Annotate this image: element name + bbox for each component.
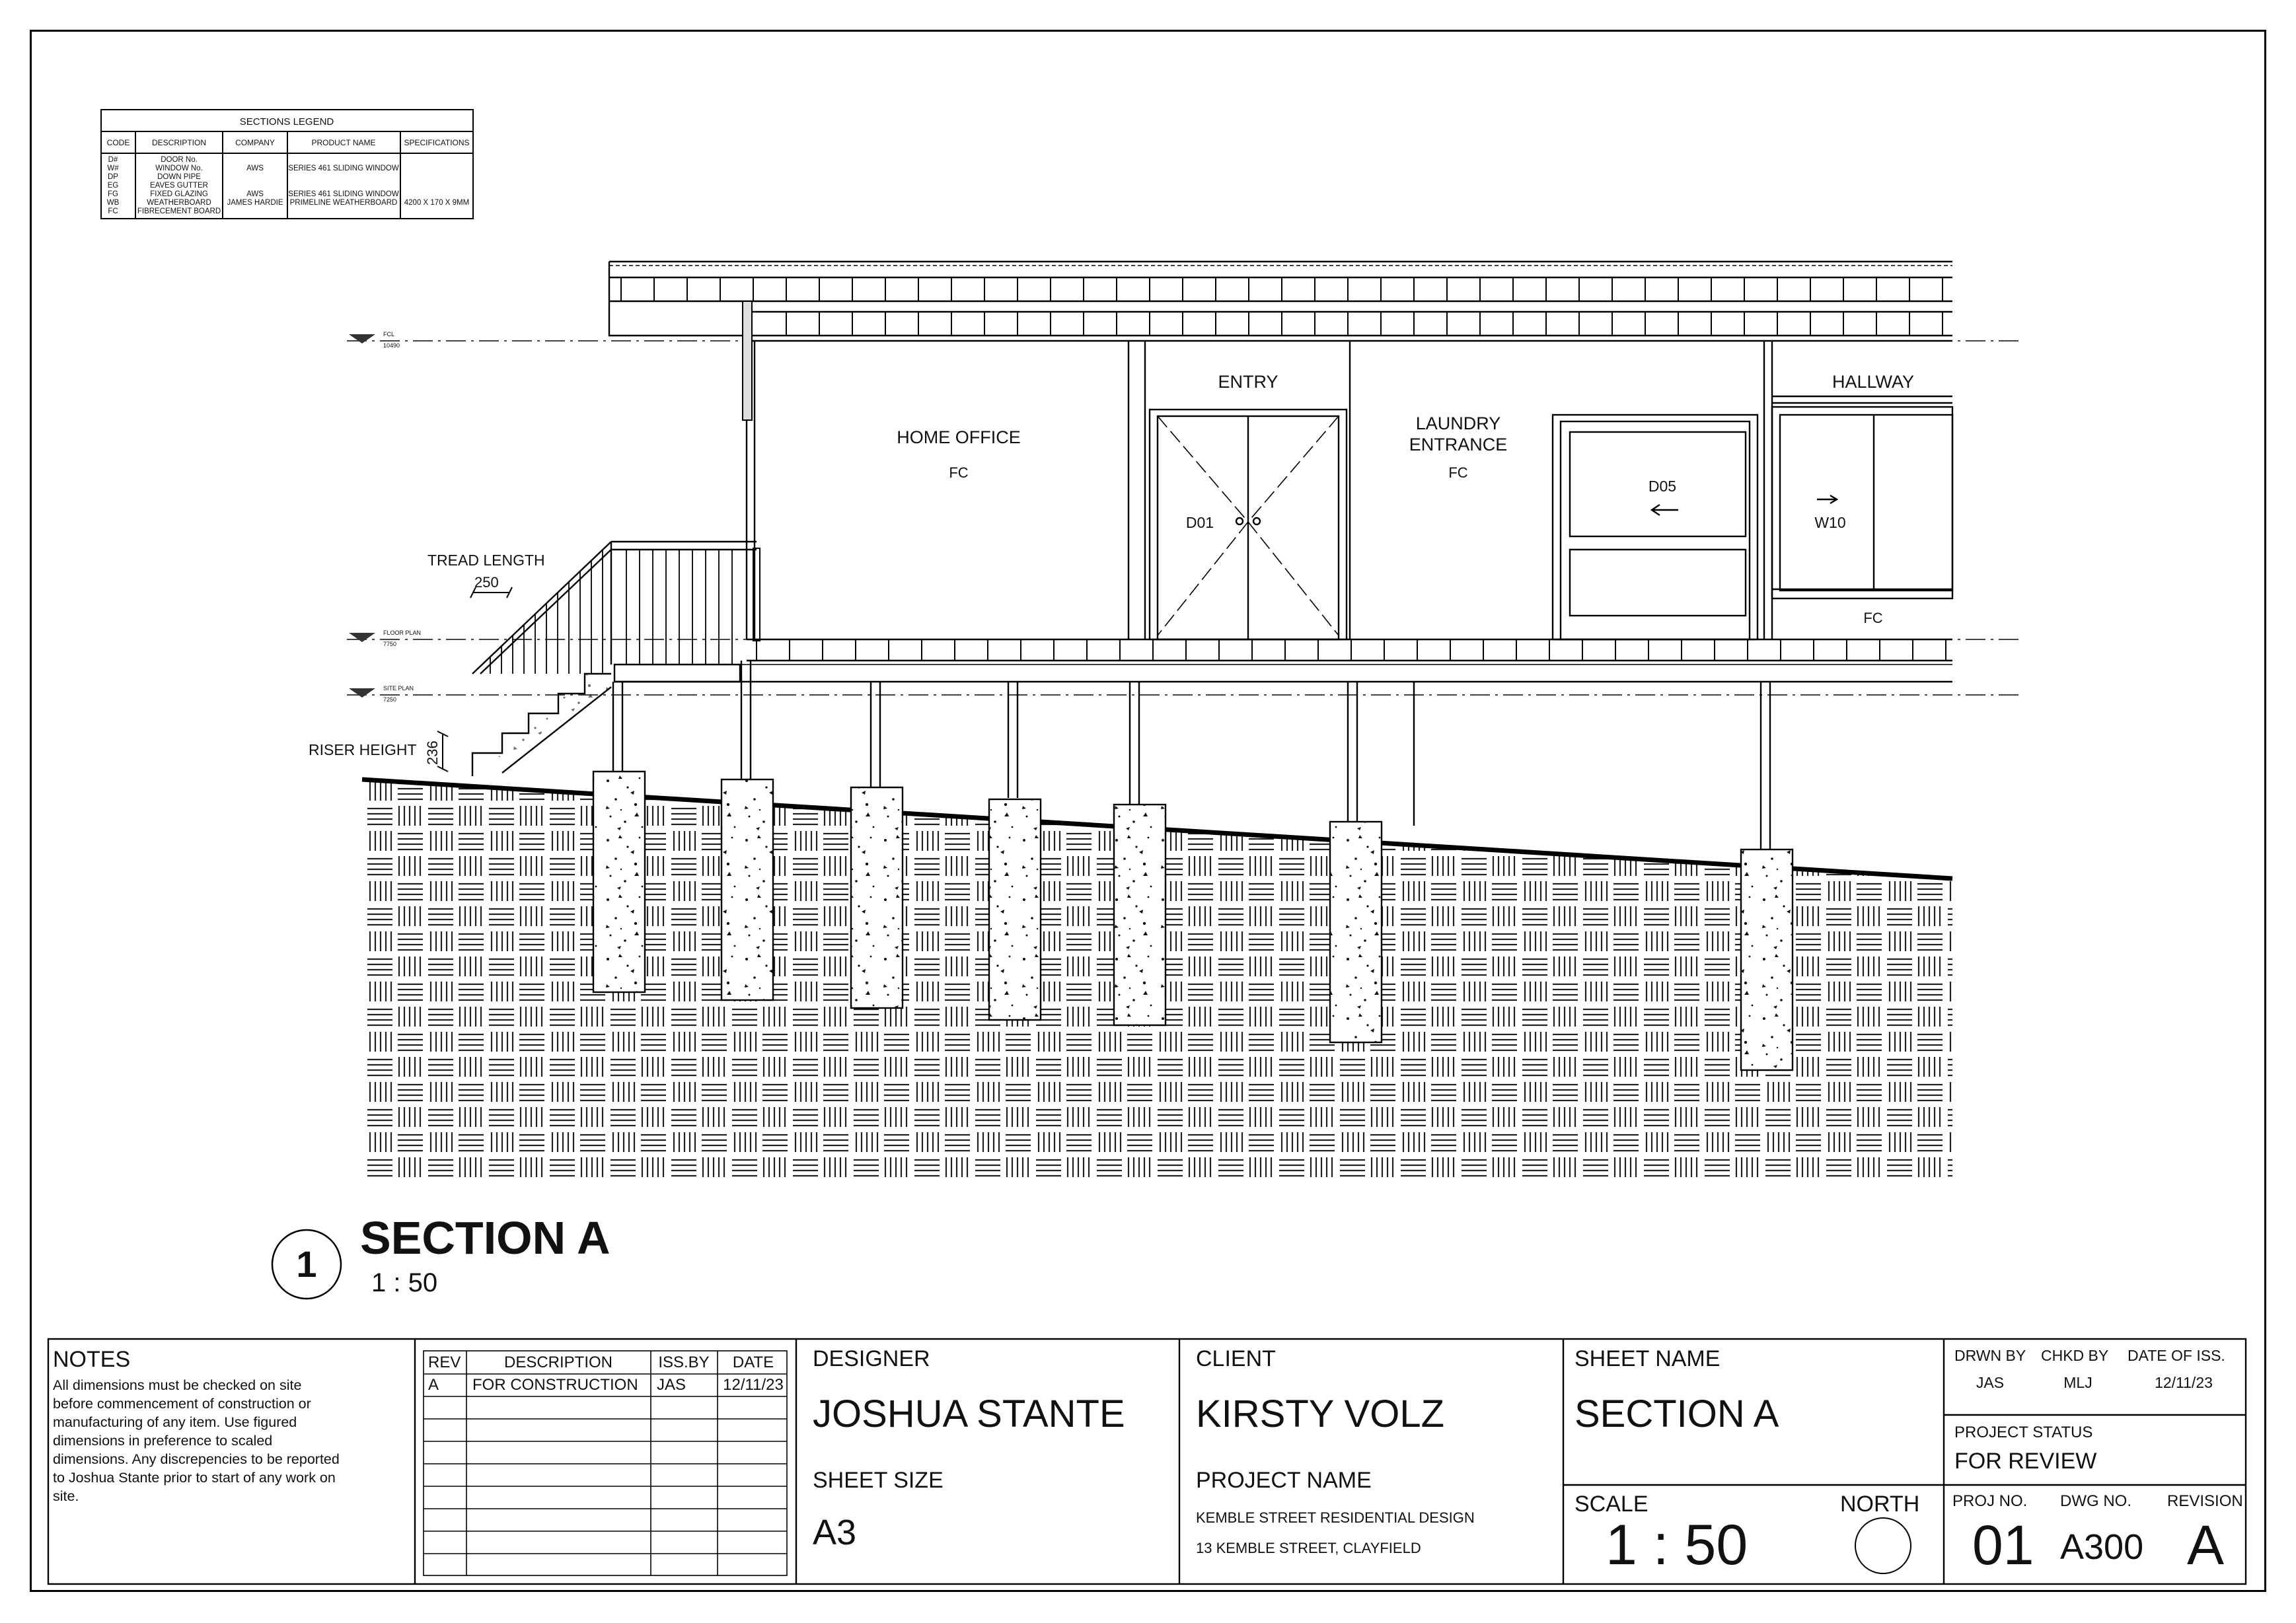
level-markers xyxy=(349,334,375,698)
chkd-by: MLJ xyxy=(2063,1374,2092,1391)
date-of-iss-label: DATE OF ISS. xyxy=(2128,1347,2225,1364)
legend-description: WEATHERBOARD xyxy=(147,199,211,207)
notes-line: site. xyxy=(53,1488,79,1504)
designer-label: DESIGNER xyxy=(813,1346,930,1371)
north-arrow-icon xyxy=(1855,1518,1911,1573)
title-block xyxy=(48,1339,2246,1584)
room-label-entry: ENTRY xyxy=(1218,372,1278,392)
legend-code: WB xyxy=(106,199,120,207)
room-finish-laundry: FC xyxy=(1448,464,1468,481)
rev-header-date: DATE xyxy=(732,1353,774,1371)
proj-no: 01 xyxy=(1972,1514,2034,1576)
legend-description: DOOR No. xyxy=(161,156,198,164)
legend-company: JAMES HARDIE xyxy=(227,199,283,207)
scale-label: SCALE xyxy=(1574,1492,1648,1517)
concrete-footing-fill xyxy=(1741,849,1793,1070)
level-name: SITE PLAN xyxy=(383,685,414,692)
level-value: 7750 xyxy=(383,641,397,647)
tread-length-value: 250 xyxy=(474,574,499,591)
riser-height-value: 236 xyxy=(424,740,441,765)
level-marker-icon xyxy=(349,334,375,343)
legend-description: EAVES GUTTER xyxy=(150,182,208,190)
level-marker-icon xyxy=(349,633,375,642)
project-name-label: PROJECT NAME xyxy=(1196,1468,1372,1493)
legend-code: FG xyxy=(108,190,118,198)
project-status: FOR REVIEW xyxy=(1954,1449,2097,1474)
view-scale: 1 : 50 xyxy=(371,1268,438,1297)
level-marker-icon xyxy=(349,688,375,698)
notes-line: to Joshua Stante prior to start of any work on xyxy=(53,1470,336,1486)
notes-line: manufacturing of any item. Use figured xyxy=(53,1414,297,1430)
revision-table-lines xyxy=(424,1374,787,1554)
dwg-no-label: DWG NO. xyxy=(2060,1492,2131,1510)
level-value: 10490 xyxy=(383,342,400,349)
roof-battens xyxy=(621,277,1943,336)
designer-name: JOSHUA STANTE xyxy=(813,1392,1125,1435)
sheet-name: SECTION A xyxy=(1574,1392,1779,1435)
room-finish-hallway: FC xyxy=(1863,610,1883,626)
sheet-size: A3 xyxy=(813,1513,857,1552)
legend-product: PRIMELINE WEATHERBOARD xyxy=(289,199,398,207)
drwn-by-label: DRWN BY xyxy=(1954,1347,2026,1364)
downpipe xyxy=(743,301,760,641)
room-label-hallway: HALLWAY xyxy=(1832,372,1915,392)
legend-title: SECTIONS LEGEND xyxy=(239,116,334,127)
dwg-no: A300 xyxy=(2060,1527,2144,1567)
concrete-footing-fill xyxy=(722,779,773,1000)
room-label-laundry-line1: LAUNDRY xyxy=(1415,414,1501,433)
legend-product: SERIES 461 SLIDING WINDOW xyxy=(288,190,399,198)
rev-cell: A xyxy=(428,1376,439,1394)
rev-cell: FOR CONSTRUCTION xyxy=(472,1376,638,1394)
legend-code: D# xyxy=(108,156,118,164)
legend-header-specifications: SPECIFICATIONS xyxy=(404,138,470,147)
concrete-footing-fill xyxy=(851,787,903,1008)
legend-description: FIBRECEMENT BOARD xyxy=(137,207,221,215)
notes-line: dimensions in preference to scaled xyxy=(53,1433,273,1449)
view-title: SECTION A xyxy=(360,1212,611,1264)
concrete-footing-fill xyxy=(593,772,645,992)
legend-description: WINDOW No. xyxy=(155,164,203,172)
notes-line: All dimensions must be checked on site xyxy=(53,1377,302,1393)
roof-structure xyxy=(609,262,1952,341)
client-label: CLIENT xyxy=(1196,1346,1276,1371)
rev-header-issby: ISS.BY xyxy=(658,1353,710,1371)
sheet-name-label: SHEET NAME xyxy=(1574,1346,1721,1371)
notes-line: before commencement of construction or xyxy=(53,1396,311,1412)
stair-dimensions xyxy=(437,587,512,772)
legend-company: AWS xyxy=(246,164,264,172)
floor-structure xyxy=(614,639,1952,682)
legend-code: EG xyxy=(107,182,119,190)
date-of-iss: 12/11/23 xyxy=(2155,1374,2213,1391)
legend-header-product: PRODUCT NAME xyxy=(311,138,376,147)
legend-code: FC xyxy=(108,207,118,215)
riser-height-label: RISER HEIGHT xyxy=(309,741,417,758)
client-name: KIRSTY VOLZ xyxy=(1196,1392,1445,1435)
door-d05 xyxy=(1553,415,1758,639)
tread-length-label: TREAD LENGTH xyxy=(427,552,545,569)
stair-concrete xyxy=(482,674,611,773)
floor-joists xyxy=(757,639,1946,661)
drwn-by: JAS xyxy=(1976,1374,2005,1391)
concrete-footing-fill xyxy=(1330,822,1382,1042)
proj-no-label: PROJ NO. xyxy=(1952,1492,2028,1510)
north-label: NORTH xyxy=(1840,1492,1920,1517)
sheet-size-label: SHEET SIZE xyxy=(813,1468,944,1493)
legend-description: DOWN PIPE xyxy=(157,173,201,181)
rev-cell: JAS xyxy=(657,1376,686,1394)
level-value: 7250 xyxy=(383,696,397,703)
view-number: 1 xyxy=(296,1243,317,1285)
level-lines xyxy=(347,341,2022,695)
legend-header-description: DESCRIPTION xyxy=(151,138,207,147)
rev-header-description: DESCRIPTION xyxy=(503,1353,613,1371)
concrete-footing-fill xyxy=(989,799,1041,1020)
revision: A xyxy=(2187,1514,2225,1576)
project-name: KEMBLE STREET RESIDENTIAL DESIGN xyxy=(1196,1509,1475,1526)
project-address: 13 KEMBLE STREET, CLAYFIELD xyxy=(1196,1540,1421,1556)
window-w10 xyxy=(1772,407,1952,598)
legend-spec: 4200 X 170 X 9MM xyxy=(404,199,470,207)
legend-description: FIXED GLAZING xyxy=(150,190,208,198)
project-status-label: PROJECT STATUS xyxy=(1954,1424,2093,1441)
level-name: FCL xyxy=(383,331,395,338)
legend-header-code: CODE xyxy=(106,138,130,147)
revision-label: REVISION xyxy=(2167,1492,2243,1510)
chkd-by-label: CHKD BY xyxy=(2041,1347,2109,1364)
rev-header-rev: REV xyxy=(428,1353,461,1371)
legend-product: SERIES 461 SLIDING WINDOW xyxy=(288,164,399,172)
legend-company: AWS xyxy=(246,190,264,198)
notes-title: NOTES xyxy=(53,1347,131,1372)
door-tag-d01: D01 xyxy=(1185,514,1214,531)
legend-header-company: COMPANY xyxy=(235,138,275,147)
legend-code: W# xyxy=(107,164,119,172)
scale-value: 1 : 50 xyxy=(1606,1513,1748,1577)
room-finish-home-office: FC xyxy=(949,464,969,481)
room-label-home-office: HOME OFFICE xyxy=(897,427,1021,447)
level-name: FLOOR PLAN xyxy=(383,630,422,636)
window-tag-w10: W10 xyxy=(1814,514,1846,531)
room-label-laundry-line2: ENTRANCE xyxy=(1409,435,1508,454)
concrete-footing-fill xyxy=(1114,805,1166,1025)
notes-line: dimensions. Any discrepencies to be reported xyxy=(53,1451,340,1467)
door-tag-d05: D05 xyxy=(1648,478,1677,495)
door-d01 xyxy=(1150,410,1347,639)
legend-code: DP xyxy=(108,173,118,181)
rev-cell: 12/11/23 xyxy=(723,1376,784,1394)
